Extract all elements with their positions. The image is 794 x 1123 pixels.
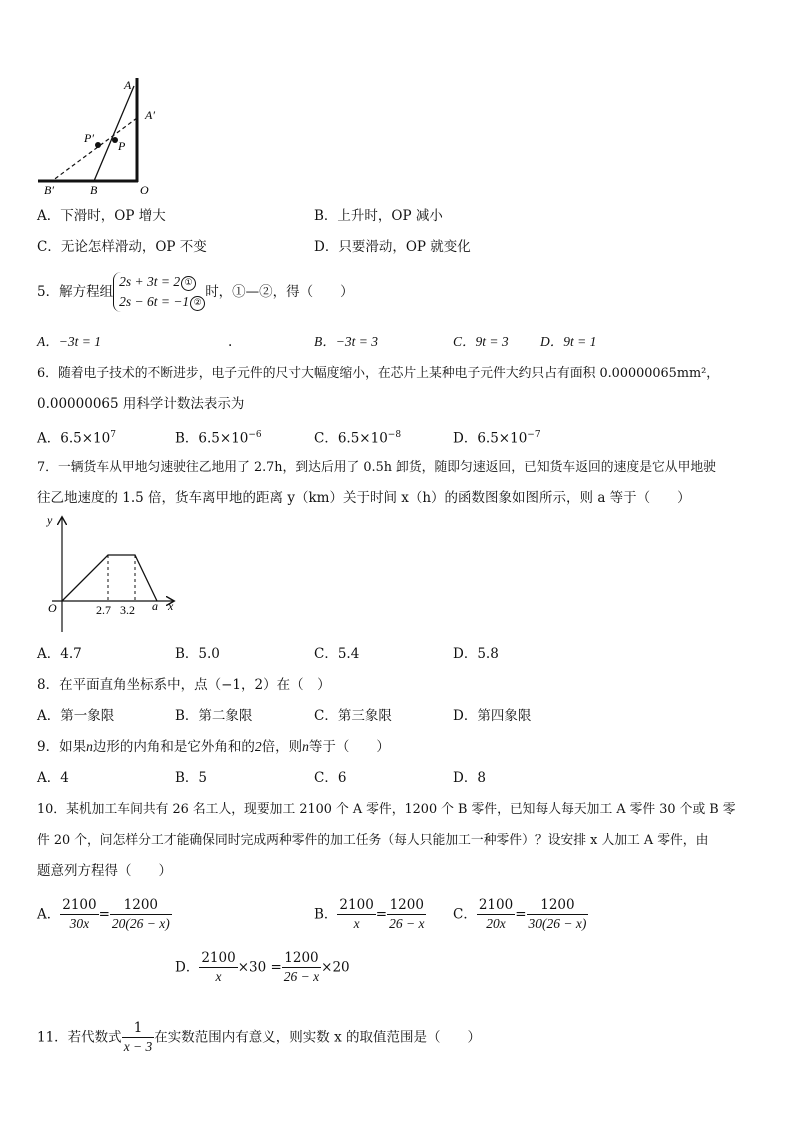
q5-eq2-mark: ②	[190, 296, 205, 311]
graph-origin: O	[48, 601, 57, 615]
ladder-figure	[30, 70, 170, 200]
question-8-stem: 8．在平面直角坐标系中，点（−1，2）在（ ）	[37, 677, 331, 693]
q10-option-a: A． $\frac{2100}{30x}$ = $\frac{1200}{20(26 - x)}$	[37, 897, 170, 931]
q5-option-c: C．9t = 3	[453, 334, 509, 349]
q8-option-b: B．第二象限	[175, 708, 253, 724]
q4-option-d: D．只要滑动，OP 就变化	[314, 239, 471, 255]
q9-var-n-2: n	[302, 739, 309, 754]
q4-option-a: A．下滑时，OP 增大	[37, 208, 166, 224]
question-10-line3: 题意列方程得（ ）	[37, 863, 172, 879]
question-7-line1: 7．一辆货车从甲地匀速驶往乙地用了 2.7h，到达后用了 0.5h 卸货，随即匀速返回，已知货车返回的速度是它从甲地驶	[37, 460, 716, 475]
q6-b-exponent: −6	[248, 430, 262, 440]
q8-option-a: A．第一象限	[37, 708, 115, 724]
q5-eq1: 2s + 3t = 2	[119, 274, 181, 289]
q5-suffix: 时，①—②，得（ ）	[205, 284, 354, 300]
tick-2-7: 2.7	[96, 603, 111, 617]
q10-option-c: C． $\frac{2100}{20x}$ = $\frac{1200}{30(26 - x)}$	[453, 897, 587, 931]
label-A: A	[124, 78, 132, 92]
q8-option-d: D．第四象限	[453, 708, 532, 724]
ladder-AB	[94, 86, 134, 181]
tick-3-2: 3.2	[120, 603, 135, 617]
q5-eq1-mark: ①	[181, 276, 196, 291]
label-P: P	[118, 139, 126, 153]
q4-option-b: B．上升时，OP 减小	[314, 208, 443, 224]
q9-option-c: C．6	[314, 770, 347, 786]
q9-option-b: B．5	[175, 770, 208, 786]
q9-option-a: A．4	[37, 770, 69, 786]
q7-option-c: C．5.4	[314, 646, 360, 662]
point-P2	[95, 142, 101, 148]
q9-option-d: D．8	[453, 770, 486, 786]
label-A-prime: A′	[145, 108, 155, 122]
q9-num-2: 2	[254, 739, 262, 754]
q5-option-b: B．−3t = 3	[314, 334, 378, 349]
q5-option-d: D．9t = 1	[540, 334, 597, 349]
q7-option-b: B．5.0	[175, 646, 220, 662]
q7-option-d: D．5.8	[453, 646, 499, 662]
q5-option-a: A．−3t = 1	[37, 334, 101, 349]
q5-equation-system	[113, 272, 205, 312]
question-5-stem	[37, 272, 354, 312]
question-10-line2: 件 20 个，问怎样分工才能确保同时完成两种零件的加工任务（每人只能加工一种零件）？设安排 x 人加工 A 零件，由	[37, 833, 709, 848]
q6-option-d: D．$6.5\times 10^{-7}$	[453, 430, 541, 447]
q6-option-c: C．$6.5\times 10^{-8}$	[314, 430, 402, 447]
question-6-line2: 0.00000065 用科学计数法表示为	[37, 396, 245, 412]
q10-option-b: B． $\frac{2100}{x}$ = $\frac{1200}{26 - x}$	[314, 897, 425, 931]
q8-option-c: C．第三象限	[314, 708, 392, 724]
question-7-line2: 往乙地速度的 1.5 倍，货车离甲地的距离 y（km）关于时间 x（h）的函数图象如图所示，则 a 等于（ ）	[37, 490, 691, 506]
label-B-prime: B′	[44, 183, 54, 197]
graph-y-label: y	[47, 513, 53, 527]
label-O: O	[140, 183, 149, 197]
tick-a: a	[152, 599, 158, 613]
q7-graph	[40, 510, 190, 638]
q6-option-a: A．$6.5\times 10^7$	[37, 430, 116, 447]
q5-prefix: 5．解方程组	[37, 284, 114, 300]
q5-eq2: 2s − 6t = −1	[119, 294, 190, 309]
q4-option-c: C．无论怎样滑动，OP 不变	[37, 239, 207, 255]
graph-x-label: x	[168, 599, 174, 613]
question-9-stem: 9．如果n边形的内角和是它外角和的2倍，则n等于（ ）	[37, 739, 390, 755]
q9-var-n: n	[86, 739, 93, 754]
q6-a-exponent: 7	[110, 430, 116, 440]
q7-option-a: A．4.7	[37, 646, 82, 662]
label-B: B	[90, 183, 98, 197]
q6-d-exponent: −7	[527, 430, 541, 440]
distance-time-polyline	[62, 555, 157, 601]
question-6-line1: 6．随着电子技术的不断进步，电子元件的尺寸大幅度缩小，在芯片上某种电子元件大约只占有面积 0.00000065mm²，	[37, 366, 720, 381]
q6-c-exponent: −8	[387, 430, 402, 440]
q6-option-b: B．$6.5\times 10^{-6}$	[175, 430, 262, 447]
q5-dot: .	[228, 334, 233, 350]
label-P-prime: P′	[84, 131, 94, 145]
question-10-line1: 10．某机加工车间共有 26 名工人，现要加工 2100 个 A 零件，1200 个 B 零件，已知每人每天加工 A 零件 30 个或 B 零	[37, 802, 736, 817]
q10-option-d: D． $\frac{2100}{x}$ ×30 = $\frac{1200}{26 - x}$ ×20	[175, 950, 350, 984]
question-11-stem: 11．若代数式 $\frac{1}{x - 3}$ 在实数范围内有意义，则实数 x 的取值范围是（ ）	[37, 1020, 481, 1054]
